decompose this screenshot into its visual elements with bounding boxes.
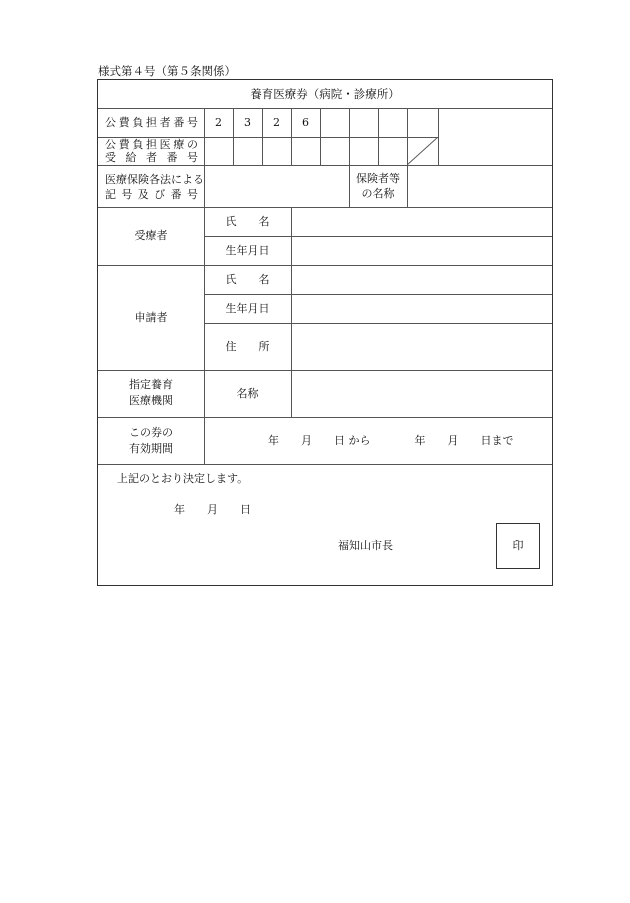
applicant-address-label: 住 所 xyxy=(225,339,270,353)
public-payer-number-label: 公費負担者番号 xyxy=(105,116,198,129)
public-payer-digit xyxy=(407,108,438,137)
form-title: 養育医療券（病院・診療所） xyxy=(250,87,400,101)
recipient-number-label-line2: 受給者番号 xyxy=(105,151,198,164)
unused-cell-diagonal xyxy=(407,137,438,165)
patient-name-label: 氏 名 xyxy=(225,214,270,228)
insurer-name-label-line2: の名称 xyxy=(361,187,395,200)
public-payer-digit: 3 xyxy=(244,115,251,129)
insurance-number-label-line1: 医療保険各法による xyxy=(105,173,204,186)
decision-statement: 上記のとおり決定します。 xyxy=(117,472,249,485)
patient-birthdate-label: 生年月日 xyxy=(225,243,270,257)
institution-label-line1: 指定養育 xyxy=(129,378,173,391)
seal-mark: 印 xyxy=(512,539,524,552)
insurance-number-label-line2: 記号及び番号 xyxy=(105,188,198,201)
applicant-label: 申請者 xyxy=(134,310,168,324)
issuer-name: 福知山市長 xyxy=(338,539,393,552)
patient-label: 受療者 xyxy=(134,229,168,242)
seal-box xyxy=(496,523,540,569)
applicant-name-label: 氏 名 xyxy=(225,272,270,286)
insurer-name-label-line1: 保険者等 xyxy=(356,172,400,185)
applicant-birthdate-label: 生年月日 xyxy=(225,301,270,315)
public-payer-digit xyxy=(378,108,407,137)
medical-voucher-form xyxy=(97,79,553,586)
public-payer-digit xyxy=(349,108,378,137)
validity-label-line2: 有効期間 xyxy=(129,442,173,455)
recipient-number-label-line1: 公費負担医療の xyxy=(105,138,198,151)
public-payer-digit: 2 xyxy=(273,115,280,129)
decision-date: 年 月 日 xyxy=(174,503,251,516)
public-payer-digit: 2 xyxy=(215,115,222,129)
institution-name-label: 名称 xyxy=(236,386,259,400)
form-number-label: 様式第４号（第５条関係） xyxy=(98,64,236,78)
public-payer-digit: 6 xyxy=(302,115,309,129)
validity-period: 年 月 日 から 年 月 日まで xyxy=(268,434,514,447)
validity-label-line1: この券の xyxy=(129,426,173,439)
institution-label-line2: 医療機関 xyxy=(129,394,173,407)
public-payer-digit xyxy=(320,108,349,137)
